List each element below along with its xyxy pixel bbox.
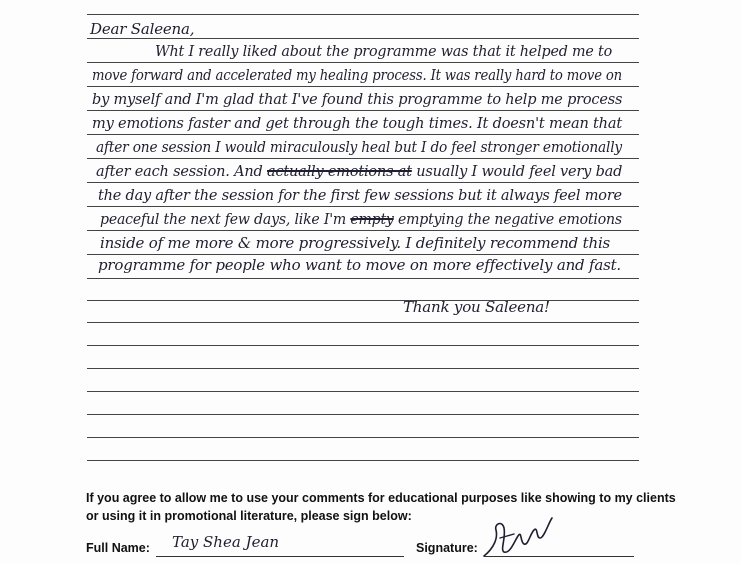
- ruled-line: [87, 38, 639, 39]
- letter-text: after each session. And: [96, 162, 268, 180]
- ruled-line: [87, 182, 639, 183]
- letter-text: the day after the session for the first few sessions but it always feel more: [98, 186, 622, 204]
- letter-closing: Thank you Saleena!: [403, 298, 550, 316]
- letter-text: inside of me more & more progressively. I definitely recommend this: [100, 234, 611, 252]
- letter-text: move forward and accelerated my healing process. It was really hard to move on: [92, 66, 623, 84]
- letter-text: usually I would feel very bad: [411, 162, 623, 180]
- ruled-line: [87, 230, 639, 231]
- letter-line: [96, 138, 622, 156]
- letter-text: after one session I would miraculously heal but I do feel stronger emotionally: [96, 138, 622, 156]
- ruled-line: [87, 86, 639, 87]
- letter-text: by myself and I'm glad that I've found this programme to help me process: [92, 90, 623, 108]
- ruled-line: [87, 278, 639, 279]
- consent-statement: If you agree to allow me to use your comments for educational purposes like showing to my clients or using it in promotional literature, please sign below:: [86, 491, 676, 523]
- letter-text: my emotions faster and get through the tough times. It doesn't mean that: [92, 114, 622, 132]
- ruled-line: [87, 110, 639, 111]
- letter-line: [92, 114, 622, 132]
- ruled-line: [87, 134, 639, 135]
- letter-line: [98, 256, 621, 274]
- ruled-line: [87, 62, 639, 63]
- ruled-line: [87, 414, 639, 415]
- ruled-line: [87, 391, 639, 392]
- letter-text: Wht I really liked about the programme was that it helped me to: [155, 42, 613, 60]
- full-name-label: Full Name:: [86, 541, 150, 555]
- letter-line: [92, 66, 622, 84]
- letter-line: [92, 90, 622, 108]
- letter-line: [100, 210, 622, 228]
- ruled-line: [87, 300, 639, 301]
- struck-text: empty: [350, 210, 394, 228]
- ruled-line: [87, 368, 639, 369]
- struck-text: actually emotions at: [267, 162, 412, 180]
- ruled-line: [87, 254, 639, 255]
- signature-scribble[interactable]: [480, 508, 560, 560]
- ruled-line: [87, 322, 639, 323]
- ruled-line: [87, 206, 639, 207]
- letter-salutation: Dear Saleena,: [90, 20, 195, 38]
- full-name-value[interactable]: Tay Shea Jean: [172, 533, 280, 551]
- ruled-line: [87, 460, 639, 461]
- signature-label: Signature:: [416, 541, 478, 555]
- full-name-underline: [156, 556, 404, 557]
- letter-line: [155, 42, 612, 60]
- letter-line: [96, 162, 622, 180]
- ruled-line: [87, 158, 639, 159]
- letter-text: peaceful the next few days, like I'm: [100, 210, 351, 228]
- ruled-line: [87, 345, 639, 346]
- letter-line: [98, 186, 622, 204]
- ruled-line: [87, 14, 639, 15]
- letter-line: [100, 234, 610, 252]
- letter-text: emptying the negative emotions: [393, 210, 622, 228]
- letter-text: programme for people who want to move on more effectively and fast.: [98, 256, 621, 274]
- ruled-line: [87, 437, 639, 438]
